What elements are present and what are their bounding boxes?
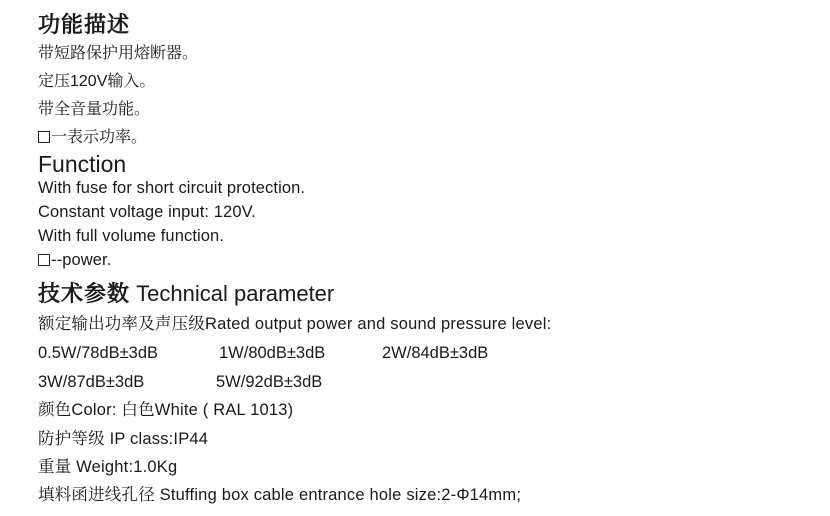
function-heading-cn: 功能描述 [38,12,131,37]
function-en-item-voltage: Constant voltage input: 120V. [38,203,256,221]
checkbox-icon [38,131,50,143]
function-cn-item-fuse: 带短路保护用熔断器。 [38,45,199,62]
spl-value: 3W/87dB±3dB [38,373,145,391]
technical-heading-en: Technical parameter [136,281,335,306]
technical-heading [38,283,334,305]
technical-heading-cn: 技术参数 [38,281,131,306]
color-spec: 颜色Color: 白色White ( RAL 1013) [38,401,294,419]
spl-value: 1W/80dB±3dB [219,344,326,362]
function-en-item-volume: With full volume function. [38,227,225,245]
rated-output-label: 额定输出功率及声压级Rated output power and sound pressure level: [38,315,552,333]
function-heading-en: Function [38,151,127,177]
ip-class-spec: 防护等级 IP class:IP44 [38,430,209,448]
function-cn-power-text: 一表示功率。 [51,129,148,146]
function-cn-item-voltage: 定压120V输入。 [38,73,156,90]
function-en-item-power [38,252,111,269]
spl-value: 0.5W/78dB±3dB [38,344,159,362]
spl-value: 5W/92dB±3dB [216,373,323,391]
function-cn-item-volume: 带全音量功能。 [38,101,151,118]
spl-value: 2W/84dB±3dB [382,344,489,362]
function-en-item-fuse: With fuse for short circuit protection. [38,179,306,197]
function-cn-item-power [38,130,147,146]
function-en-power-text: --power. [51,251,112,269]
weight-spec: 重量 Weight:1.0Kg [38,458,178,476]
cable-hole-spec: 填料函进线孔径 Stuffing box cable entrance hole size:2-Φ14mm; [38,486,522,504]
checkbox-icon [38,254,50,266]
